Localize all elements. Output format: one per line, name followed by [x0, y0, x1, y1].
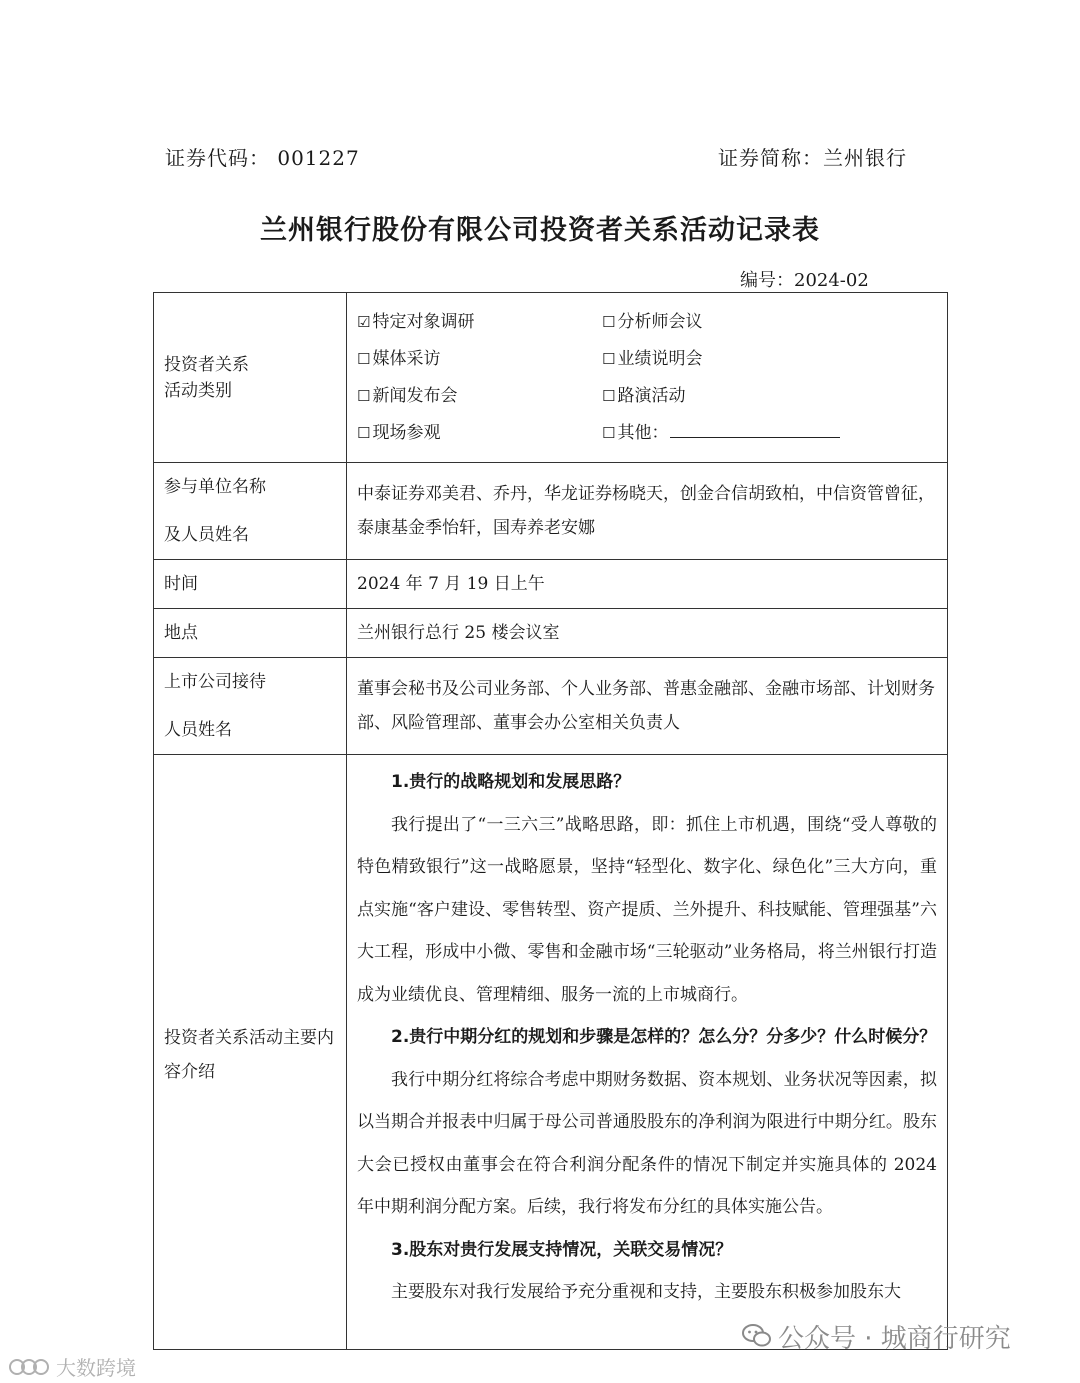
checkbox-icon[interactable]: ☐ [602, 423, 616, 442]
option-label: 现场参观 [372, 422, 441, 443]
row-reception [154, 658, 948, 755]
row-time [154, 560, 948, 609]
option-analyst-meeting[interactable] [602, 304, 937, 341]
wechat-icon [742, 1323, 772, 1356]
option-label: 特定对象调研 [372, 311, 475, 332]
checkbox-icon[interactable]: ☐ [357, 423, 371, 442]
option-label: 新闻发布会 [372, 385, 458, 406]
document-number: 编号：2024-02 [740, 270, 869, 291]
location-value: 兰州银行总行 25 楼会议室 [347, 609, 948, 658]
checkbox-icon[interactable]: ☐ [357, 386, 371, 405]
label-line: 活动类别 [164, 380, 232, 401]
option-label: 媒体采访 [372, 348, 441, 369]
option-label: 分析师会议 [617, 311, 703, 332]
participants-value: 中泰证券邓美君、乔丹，华龙证券杨晓天，创金合信胡致柏，中信资管曾征，泰康基金季怡轩，国寿养老安娜 [347, 463, 948, 560]
label-line: 人员姓名 [164, 720, 232, 740]
question-1: 1.贵行的战略规划和发展思路？ [391, 772, 631, 792]
option-label: 其他： [617, 422, 669, 443]
security-short-name: 证券简称：兰州银行 [718, 146, 907, 170]
activity-type-options [347, 293, 948, 463]
label-content: 投资者关系活动主要内容介绍 [154, 755, 347, 1350]
row-content [154, 755, 948, 1350]
option-label: 业绩说明会 [617, 348, 703, 369]
label-line: 投资者关系 [164, 354, 249, 375]
label-line: 上市公司接待 [164, 672, 266, 692]
answer-3: 主要股东对我行发展给予充分重视和支持，主要股东积极参加股东大 [391, 1282, 901, 1302]
option-press-conference[interactable] [357, 378, 602, 415]
option-label: 路演活动 [617, 385, 686, 406]
row-location [154, 609, 948, 658]
checkbox-checked-icon[interactable]: ☑ [357, 312, 371, 331]
brand-logo-icon [8, 1357, 50, 1382]
answer-1: 我行提出了“一三六三”战略思路，即：抓住上市机遇，围绕“受人尊敬的特色精致银行”这一战略愿景，坚持“轻型化、数字化、绿色化”三大方向，重点实施“客户建设、零售转型、资产提质、兰外提升、科技赋能、管理强基”六大工程，形成中小微、零售和金融市场“三轮驱动”业务格局，将兰州银行打造成为业绩优良、管理精细、服务一流的上市城商行。 [357, 814, 937, 1005]
watermark-brand [8, 1352, 136, 1382]
label-line: 及人员姓名 [164, 525, 249, 545]
label-time: 时间 [154, 560, 347, 609]
option-other[interactable] [602, 415, 937, 452]
label-participants [154, 463, 347, 560]
label-location: 地点 [154, 609, 347, 658]
document-title: 兰州银行股份有限公司投资者关系活动记录表 [260, 215, 820, 246]
row-participants [154, 463, 948, 560]
other-blank-field[interactable] [670, 419, 840, 438]
content-body [347, 755, 948, 1350]
option-site-visit[interactable] [357, 415, 602, 452]
checkbox-icon[interactable]: ☐ [602, 349, 616, 368]
reception-value: 董事会秘书及公司业务部、个人业务部、普惠金融部、金融市场部、计划财务部、风险管理部、董事会办公室相关负责人 [347, 658, 948, 755]
option-roadshow[interactable] [602, 378, 937, 415]
option-earnings-briefing[interactable] [602, 341, 937, 378]
checkbox-icon[interactable]: ☐ [357, 349, 371, 368]
checkbox-icon[interactable]: ☐ [602, 312, 616, 331]
row-activity-type [154, 293, 948, 463]
watermark-wechat [742, 1318, 1011, 1356]
label-line: 参与单位名称 [164, 477, 266, 497]
answer-2: 我行中期分红将综合考虑中期财务数据、资本规划、业务状况等因素，拟以当期合并报表中归属于母公司普通股股东的净利润为限进行中期分红。股东大会已授权由董事会在符合利润分配条件的情况下制定并实施具体的 2024 年中期利润分配方案。后续，我行将发布分红的具体实施公告。 [357, 1069, 937, 1217]
record-table [153, 292, 948, 1350]
security-code: 证券代码： 001227 [165, 146, 360, 170]
question-2: 2.贵行中期分红的规划和步骤是怎样的？怎么分？分多少？什么时候分？ [391, 1027, 937, 1047]
label-activity-type [154, 293, 347, 463]
watermark-text: 大数跨境 [56, 1356, 136, 1380]
label-reception [154, 658, 347, 755]
time-value: 2024 年 7 月 19 日上午 [347, 560, 948, 609]
question-3: 3.股东对贵行发展支持情况，关联交易情况？ [391, 1239, 733, 1260]
option-media-interview[interactable] [357, 341, 602, 378]
watermark-text: 公众号 · 城商行研究 [778, 1324, 1011, 1354]
checkbox-icon[interactable]: ☐ [602, 386, 616, 405]
option-special-research[interactable] [357, 304, 602, 341]
